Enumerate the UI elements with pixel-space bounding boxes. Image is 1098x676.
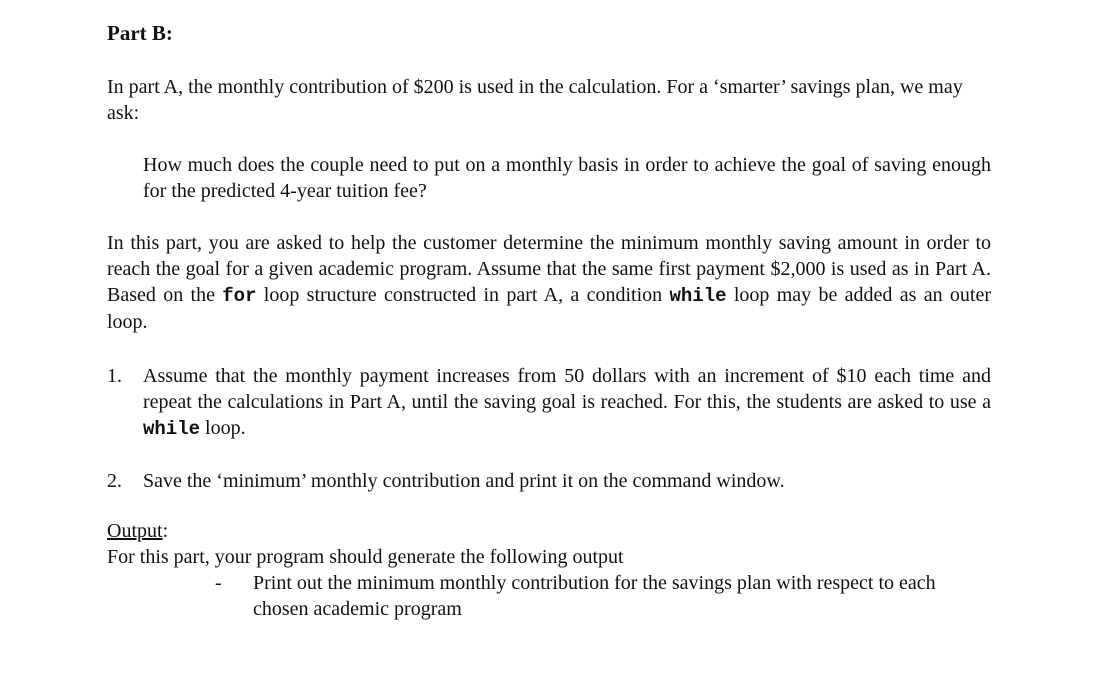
output-lead: For this part, your program should generate the following output xyxy=(107,546,624,568)
step-1-text-1: Assume that the monthly payment increases from 50 dollars with an increment of $10 each time and repeat the calculations in Part A, until the saving goal is reached. For this, the students are asked to use a xyxy=(143,365,991,413)
step-2-number: 2. xyxy=(107,470,122,492)
output-label: Output xyxy=(107,520,163,542)
task-text-2: loop structure constructed in part A, a condition xyxy=(256,284,670,306)
output-label-colon: : xyxy=(162,520,169,542)
step-1-text xyxy=(143,363,991,442)
step-2-text: Save the ‘minimum’ monthly contribution and print it on the command window. xyxy=(143,470,785,492)
question-paragraph: How much does the couple need to put on a monthly basis in order to achieve the goal of saving enough for the predicted 4-year tuition fee? xyxy=(143,154,991,202)
output-label-line xyxy=(107,518,987,544)
code-while: while xyxy=(669,285,727,307)
bullet-text: Print out the minimum monthly contribution for the savings plan with respect to each chosen academic program xyxy=(253,572,936,620)
task-text-3: loop may be added as an outer loop. xyxy=(107,284,991,333)
step-1-number: 1. xyxy=(107,365,122,387)
task-text-1: In this part, you are asked to help the customer determine the minimum monthly saving amount in order to reach the goal for a given academic program. Assume that the same first payment $2,000 is used as in Part A. Based on the xyxy=(107,232,991,306)
task-paragraph xyxy=(107,230,991,335)
section-heading: Part B: xyxy=(107,21,173,45)
step-1-text-2: loop. xyxy=(200,417,246,439)
bullet-marker: - xyxy=(215,572,222,594)
step-1-code-while: while xyxy=(143,418,201,440)
code-for: for xyxy=(222,285,257,307)
intro-paragraph: In part A, the monthly contribution of $200 is used in the calculation. For a ‘smarter’ savings plan, we may ask: xyxy=(107,76,963,124)
